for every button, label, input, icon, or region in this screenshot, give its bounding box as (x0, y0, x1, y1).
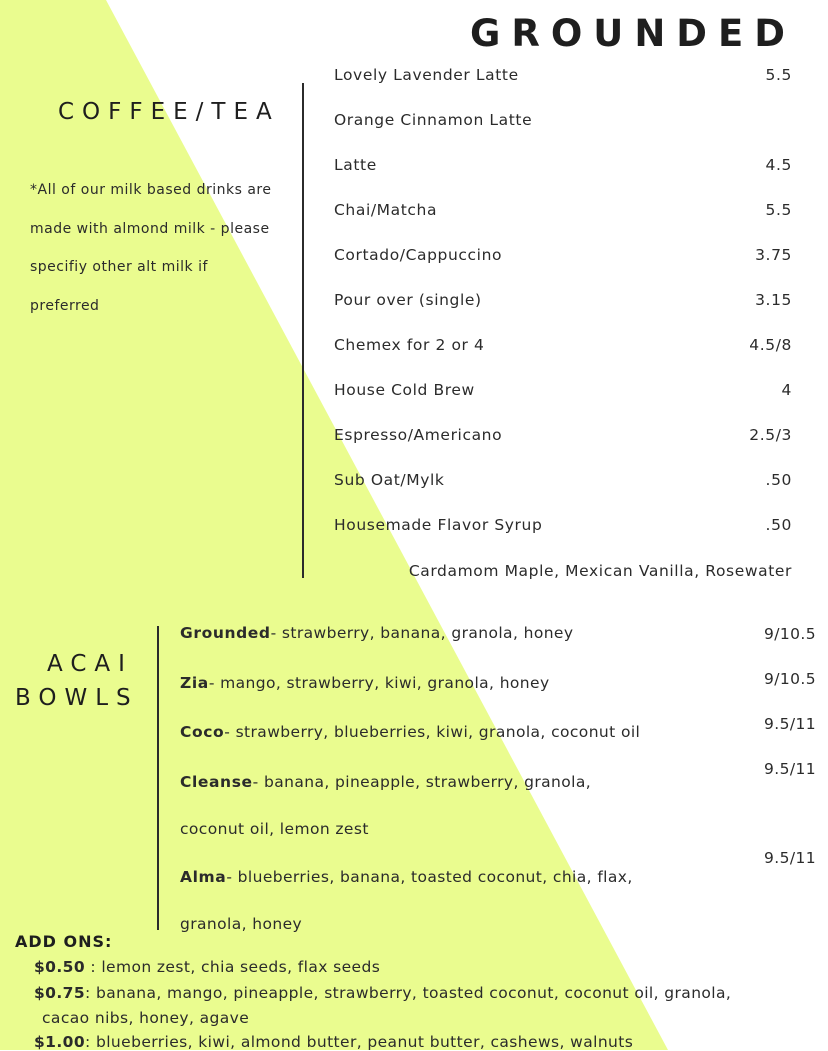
milk-note-line: preferred (30, 298, 100, 314)
item-name: Espresso/Americano (334, 426, 503, 444)
item-price: 2.5/3 (749, 426, 792, 444)
addon-separator: : (85, 984, 96, 1002)
bowl-name: Coco (180, 723, 225, 741)
acai-bowl-item (180, 773, 591, 791)
addon-row (34, 1033, 633, 1051)
item-name: Chemex for 2 or 4 (334, 336, 485, 354)
bowl-ingredients: - strawberry, blueberries, kiwi, granola, coconut oil (224, 723, 641, 741)
item-price: 3.75 (755, 246, 792, 264)
addon-items: blueberries, kiwi, almond butter, peanut butter, cashews, walnuts (95, 1033, 634, 1051)
item-price: 5.5 (765, 66, 792, 84)
bowl-ingredients-continued: coconut oil, lemon zest (180, 820, 369, 838)
item-price: 4 (781, 381, 792, 399)
bowl-ingredients-continued: granola, honey (180, 915, 303, 933)
milk-note-line: made with almond milk - please (30, 221, 270, 237)
item-price: .50 (765, 471, 792, 489)
bowl-name: Zia (180, 674, 209, 692)
item-price: .50 (765, 516, 792, 534)
bowl-name: Cleanse (180, 773, 253, 791)
coffee-divider-line (302, 83, 304, 578)
item-name: Latte (334, 156, 377, 174)
bowl-name: Grounded (180, 624, 271, 642)
item-name: Sub Oat/Mylk (334, 471, 445, 489)
addon-items: cacao nibs, honey, agave (42, 1009, 250, 1027)
bowl-price: 9.5/11 (764, 849, 816, 867)
addon-items: banana, mango, pineapple, strawberry, toasted coconut, coconut oil, granola, (95, 984, 732, 1002)
bowl-price: 9.5/11 (764, 715, 816, 733)
acai-section-title: ACAI (47, 651, 133, 677)
item-price: 4.5 (765, 156, 792, 174)
brand-title: GROUNDED (469, 12, 796, 55)
addons-title: ADD ONS: (15, 932, 113, 951)
acai-bowl-item (180, 624, 573, 642)
addon-row-continued (42, 1009, 249, 1027)
milk-note-line: *All of our milk based drinks are (30, 182, 272, 198)
item-price: 4.5/8 (749, 336, 792, 354)
syrup-flavors: Cardamom Maple, Mexican Vanilla, Rosewater (408, 562, 792, 580)
item-price: 5.5 (765, 201, 792, 219)
coffee-section-title: COFFEE/TEA (58, 99, 280, 125)
acai-divider-line (157, 626, 159, 930)
milk-note-line: specifiy other alt milk if (30, 259, 208, 275)
addon-row (34, 958, 380, 976)
item-name: Housemade Flavor Syrup (334, 516, 543, 534)
item-name: House Cold Brew (334, 381, 475, 399)
acai-bowl-item (180, 674, 550, 692)
bowl-name: Alma (180, 868, 227, 886)
acai-bowl-item (180, 723, 640, 741)
bowl-ingredients: - mango, strawberry, kiwi, granola, honey (208, 674, 550, 692)
bowl-price: 9/10.5 (764, 625, 816, 643)
item-name: Pour over (single) (334, 291, 482, 309)
bowl-price: 9/10.5 (764, 670, 816, 688)
item-price: 3.15 (755, 291, 792, 309)
addon-row (34, 984, 731, 1002)
addon-price: $0.75 (34, 984, 86, 1002)
acai-section-title: BOWLS (15, 685, 139, 711)
item-name: Orange Cinnamon Latte (334, 111, 533, 129)
acai-bowl-item (180, 868, 633, 886)
item-name: Lovely Lavender Latte (334, 66, 519, 84)
addon-price: $1.00 (34, 1033, 86, 1051)
addon-price: $0.50 (34, 958, 86, 976)
bowl-ingredients: - banana, pineapple, strawberry, granola, (252, 773, 592, 791)
bowl-price: 9.5/11 (764, 760, 816, 778)
item-name: Chai/Matcha (334, 201, 438, 219)
bowl-ingredients: - strawberry, banana, granola, honey (270, 624, 574, 642)
bowl-ingredients: - blueberries, banana, toasted coconut, chia, flax, (226, 868, 633, 886)
addon-separator: : (85, 1033, 96, 1051)
item-name: Cortado/Cappuccino (334, 246, 503, 264)
addon-items: lemon zest, chia seeds, flax seeds (101, 958, 381, 976)
addon-separator: : (85, 958, 102, 976)
